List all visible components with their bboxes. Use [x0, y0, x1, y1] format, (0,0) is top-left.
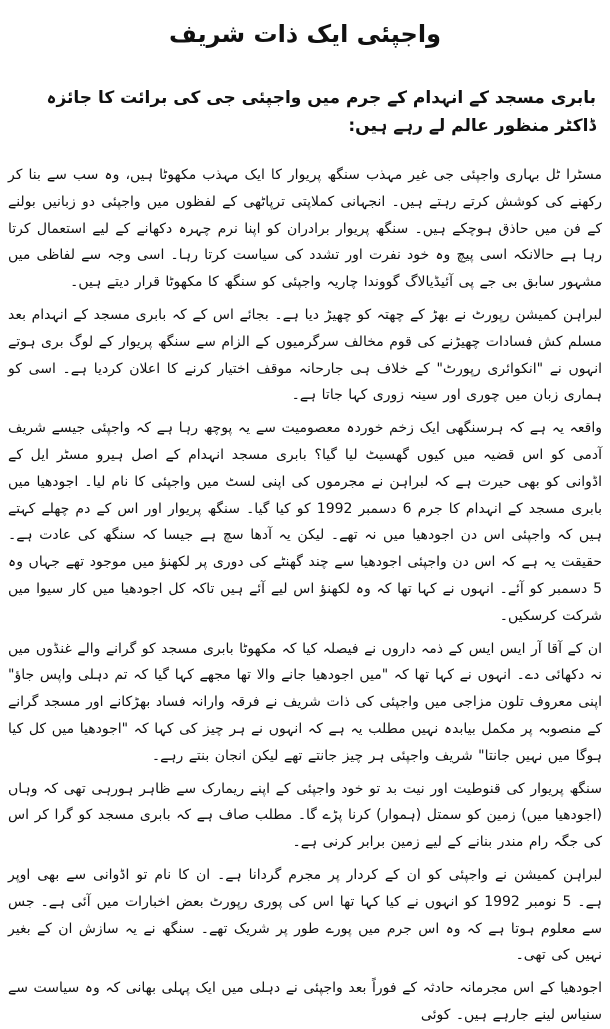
- paragraph-2: لبراہن کمیشن رپورٹ نے بھڑ کے چھتہ کو چھیڑ دیا ہے۔ بجائے اس کے کہ بابری مسجد کے انہدام بعد مسلم کش فسادات چھیڑنے کی قوم مخالف سرگرمیوں کے الزام سے سنگھ پریوار کے لوگ بری ہوتے انہوں نے "انکوائری رپورٹ" کے خلاف ہی جارحانہ موقف اختیار کرنے کا اعلان کردیا ہے۔ اسی کو ہماری زبان میں چوری اور سینہ زوری کہا جاتا ہے۔: [8, 306, 602, 404]
- article-title: واجپئی ایک ذات شریف: [169, 20, 441, 48]
- paragraph-6: لبراہن کمیشن نے واجپئی کو ان کے کردار پر مجرم گردانا ہے۔ ان کا نام تو اڈوانی سے بھی اوپر ہے۔ 5 نومبر 1992 کو انہوں نے کیا کہا تھا اس کی پوری رپورٹ بعض اخبارات میں آئی ہے۔ جس سے معلوم ہوتا ہے کہ وہ اس جرم میں پورے طور پر شریک تھے۔ سنگھ نے یہ سازش ان کے بغیر نہیں کی تھی۔: [8, 866, 602, 964]
- paragraph-3: واقعہ یہ ہے کہ ہرسنگھی ایک زخم خوردہ معصومیت سے یہ پوچھ رہا ہے کہ واجپئی جیسے شریف آدمی کو اس قضیہ میں کیوں گھسیٹ لیا گیا؟ بابری مسجد انہدام کے اصل ہیرو مسٹر ایل کے اڈوانی کو بھی حیرت ہے کہ لبراہن نے مجرموں کی اپنی لسٹ میں واجپئی کا نام لیا۔ اجودھیا میں بابری مسجد کے انہدام کا جرم 6 دسمبر 1992 کو کیا گیا۔ سنگھ پریوار اور اس کے دم چھلے کہتے ہیں کہ واجپئی اس دن اجودھیا میں نہ تھے۔ لیکن یہ آدھا سچ ہے جیسا کہ سنگھ کی عادت ہے۔ حقیقت یہ ہے کہ اس دن واجپئی اجودھیا سے چند گھنٹے کی دوری پر لکھنؤ میں موجود تھے جہاں وہ 5 دسمبر کو آئے۔ انہوں نے کہا تھا کہ وہ لکھنؤ اس لیے آئے ہیں تاکہ کل اجودھیا میں کار سیوا میں شرکت کرسکیں۔: [8, 420, 602, 624]
- paragraph-5: سنگھ پریوار کی قنوطیت اور نیت بد تو خود واجپئی کے اپنے ریمارک سے ظاہر ہورہی تھی کہ وہاں (اجودھیا میں) زمین کو سمتل (ہموار) کرنا پڑے گا۔ مطلب صاف ہے کہ بابری مسجد کو گرا کر اس کی جگہ رام مندر بنانے کے لیے زمین برابر کرنی ہے۔: [8, 780, 602, 851]
- paragraph-7: اجودھیا کے اس مجرمانہ حادثہ کے فوراً بعد واجپئی نے دہلی میں ایک پہلی بھانی کہ وہ سیاست سے سنیاس لینے جارہے ہیں۔ کوئی: [8, 980, 602, 1023]
- article-subtitle: بابری مسجد کے انہدام کے جرم میں واجپئی جی کی برائت کا جائزہ ڈاکٹر منظور عالم لے رہے ہیں:: [46, 88, 596, 136]
- paragraph-1: مسٹرا ٹل بہاری واجپئی جی غیر مہذب سنگھ پریوار کا ایک مہذب مکھوٹا ہیں، وہ سب سے بنا کر رکھنے کی کوشش کرتے رہتے ہیں۔ انجہانی کملاپتی ترپاٹھی کے لفظوں میں واجپئی دو زبانیں بولنے کے فن میں حاذق ہوچکے ہیں۔ سنگھ پریوار برادران کو اپنا نرم چہرہ دکھانے کے لیے استعمال کرتا رہا ہے حالانکہ اسی پیچ وہ خود نفرت اور تشدد کی سیاست کرتا رہا۔ اسی وجہ سے لفاظی میں مشہور سابق بی جے پی آئیڈیالاگ گووندا چاریہ واجپئی کو سنگھ کا مکھوٹا قرار دیتے ہیں۔: [8, 167, 602, 291]
- paragraph-4: ان کے آقا آر ایس ایس کے ذمہ داروں نے فیصلہ کیا کہ مکھوٹا بابری مسجد کو گرانے والے غنڈوں میں نہ دکھائی دے۔ انہوں نے کہا تھا کہ "میں اجودھیا جانے والا تھا مجھے کہا گیا کہ تم دہلی واپس جاؤ" اپنی معروف تلون مزاجی میں واجپئی کی ذات شریف نے فرقہ وارانہ فساد بھڑکانے اور مسجد گرانے کے منصوبہ پر مکمل بیابدہ نہیں مطلب یہ ہے کہ انہوں نے ہر چیز کی کہا کہ "اجودھیا میں کل کیا ہوگا میں نہیں جانتا" شریف واجپئی ہر چیز جانتے تھے لیکن انجان بنتے رہے۔: [8, 640, 602, 764]
